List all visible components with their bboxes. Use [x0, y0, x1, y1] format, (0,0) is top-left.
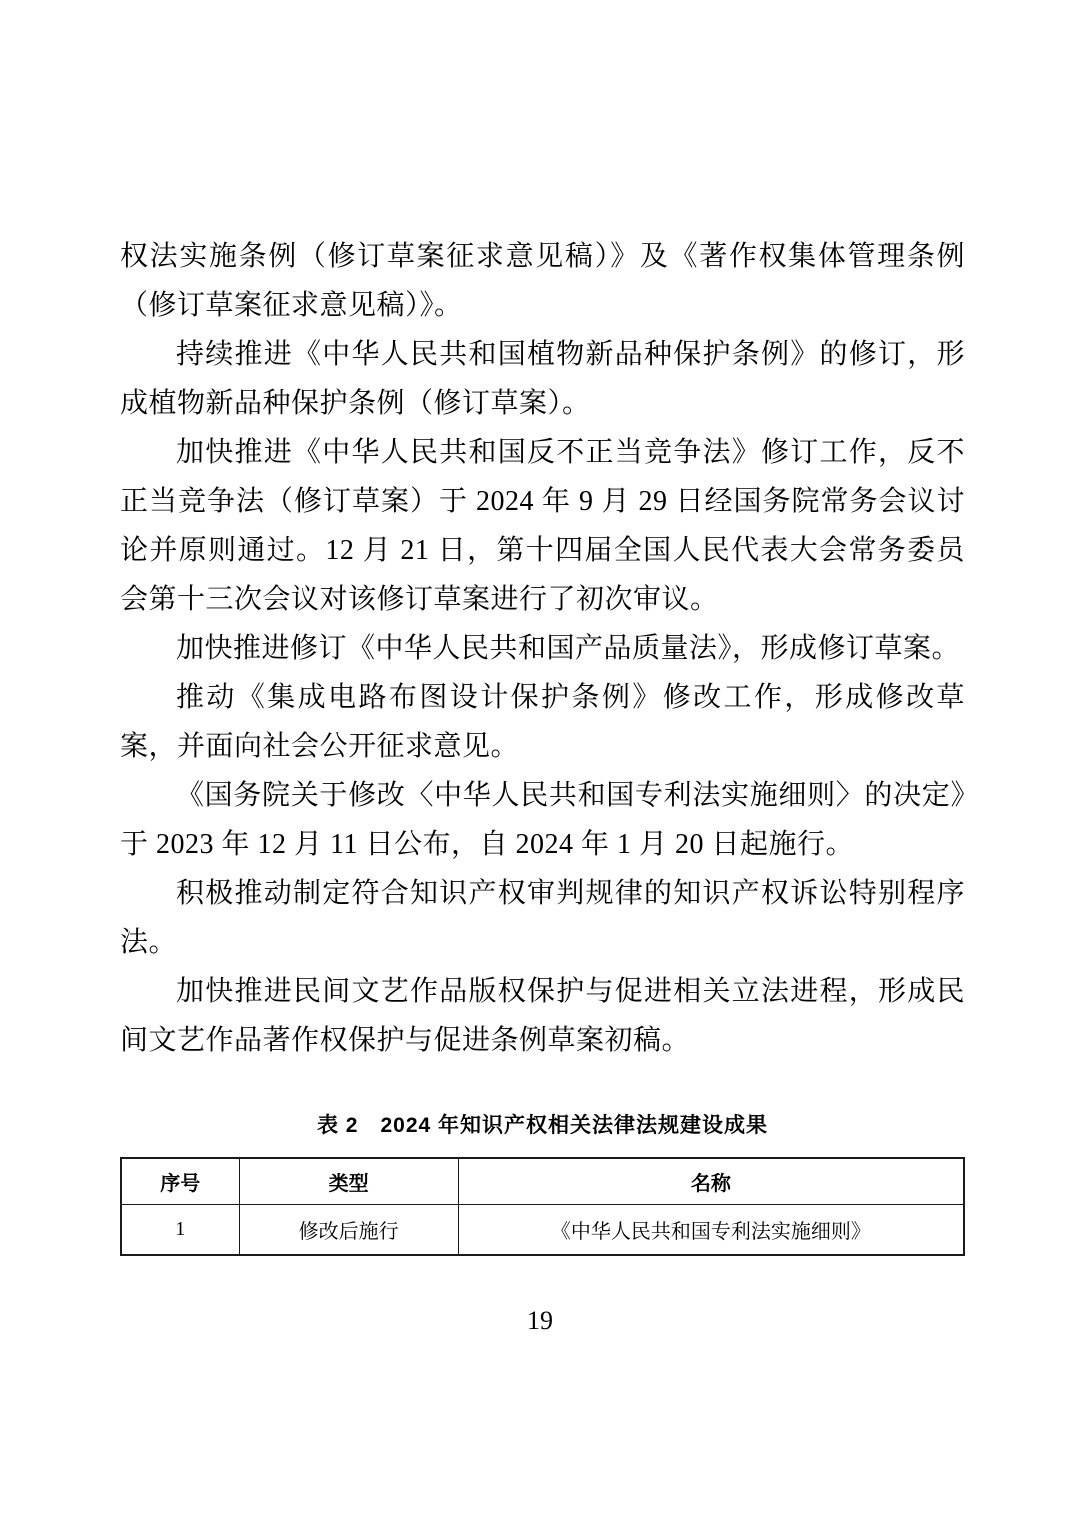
table-cell-type: 修改后施行 [239, 1205, 458, 1256]
paragraph: 加快推进修订《中华人民共和国产品质量法》，形成修订草案。 [176, 633, 961, 664]
law-results-table [120, 1157, 965, 1256]
paragraph: 加快推进《中华人民共和国反不正当竞争法》修订工作，反不正当竞争法（修订草案）于 2024 年 9 月 29 日经国务院常务会议讨论并原则通过。12 月 21 日，第十四届全国人民代表大会常务委员会第十三次会议对该修订草案进行了初次审议。 [120, 437, 965, 615]
page-content [120, 232, 965, 1256]
table-header-type: 类型 [239, 1158, 458, 1205]
table-cell-number: 1 [121, 1205, 239, 1256]
paragraph: 权法实施条例（修订草案征求意见稿）》及《著作权集体管理条例（修订草案征求意见稿）》。 [120, 241, 965, 321]
table-caption: 表 2 2024 年知识产权相关法律法规建设成果 [316, 1114, 769, 1137]
table-header-number: 序号 [121, 1158, 239, 1205]
page-number: 19 [527, 1306, 553, 1335]
table-header-row [121, 1158, 964, 1205]
table-section [120, 1109, 965, 1256]
table-header-name: 名称 [458, 1158, 964, 1205]
paragraph: 积极推动制定符合知识产权审判规律的知识产权诉讼特别程序法。 [120, 878, 965, 958]
table-cell-name: 《中华人民共和国专利法实施细则》 [458, 1205, 964, 1256]
paragraph: 加快推进民间文艺作品版权保护与促进相关立法进程，形成民间文艺作品著作权保护与促进条例草案初稿。 [120, 976, 965, 1056]
body-text [120, 232, 965, 1065]
paragraph: 持续推进《中华人民共和国植物新品种保护条例》的修订，形成植物新品种保护条例（修订草案）。 [120, 339, 965, 419]
table-row [121, 1205, 964, 1256]
paragraph: 推动《集成电路布图设计保护条例》修改工作，形成修改草案，并面向社会公开征求意见。 [120, 682, 965, 762]
paragraph: 《国务院关于修改〈中华人民共和国专利法实施细则〉的决定》于 2023 年 12 月 11 日公布，自 2024 年 1 月 20 日起施行。 [120, 780, 965, 860]
